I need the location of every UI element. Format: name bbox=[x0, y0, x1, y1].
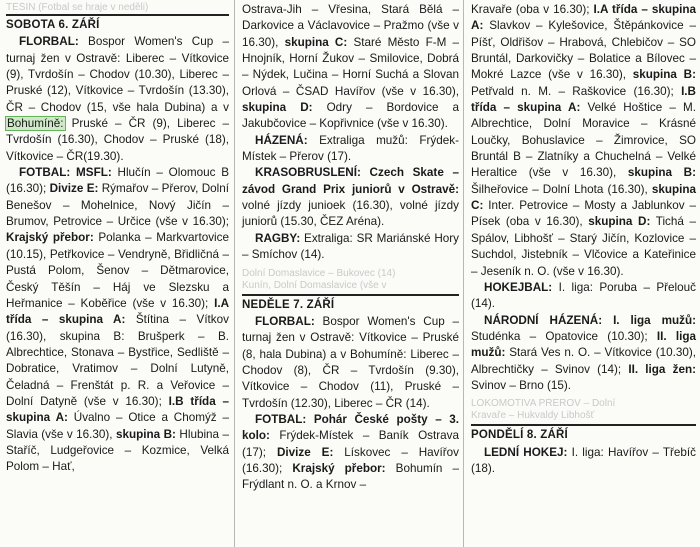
sport-label-florbal-sunday: FLORBAL: bbox=[255, 314, 315, 328]
nh-text-1: Studénka – Opatovice (10.30); bbox=[471, 329, 648, 343]
krasobrusleni-text: volné jízdy junioek (16.30), volné jízdy juniorů (15.30, ČEZ Aréna). bbox=[242, 199, 459, 229]
group-label-c-sunday: skupina C: bbox=[471, 182, 697, 213]
group-d-text: Odry – Bordovice a Jakubčovice – Kopřivnice (vše v 16.30). bbox=[242, 101, 460, 131]
league-label-divize-sunday: Divize E: bbox=[276, 445, 334, 459]
sport-label-florbal: FLORBAL: bbox=[19, 35, 79, 49]
bleed-through-text: TĚŠÍN (Fotbal se hraje v neděli) bbox=[6, 2, 149, 13]
bleed-through-text-3: LOKOMOTIVA PŘEROV – Dolní bbox=[471, 398, 616, 410]
ib-sunday-text: Velké Hoštice – M. Albrechtice, Dolní Moravice – Krásné Loučky, Bohuslavice – Žimrovice, SO Bruntál B – Zlatníky a Chuchelná – Velké Heraltice (vše v 16.30), bbox=[471, 101, 696, 180]
ledni-hokej-paragraph bbox=[471, 445, 696, 478]
group-label-b-sunday: skupina B: bbox=[632, 68, 696, 82]
fotbal-paragraph bbox=[6, 165, 229, 476]
cup-text: Frýdek-Místek – Baník Ostrava (17); bbox=[242, 429, 459, 459]
sport-label-hazena: HÁZENÁ: bbox=[255, 133, 308, 147]
hokejbal-text: I. liga: Poruba – Přelouč (14). bbox=[471, 280, 696, 311]
florbal-text: Bospor Women's Cup – turnaj žen v Ostravě: Liberec – Vítkovice (9), Tvrdošín – Chodov (10.30), Liberec – Pruské (12), Vítkovice – Tvrdošín (13.30), ČR – Chodov (15, vše hala Dubina) a v bbox=[6, 35, 229, 114]
florbal-sunday-text: Bospor Women's Cup – turnaj žen v Ostravě: Vítkovice – Pruské (8, hala Dubina) a v Bohumíně: Liberec – Chodov (8), ČR – Tvrdošín (9.30), Vítkovice – Chodov (11), Pruské – Tvrdošín (12.30), Liberec – ČR (14). bbox=[242, 314, 459, 410]
column-1 bbox=[0, 0, 232, 547]
florbal-sunday-paragraph bbox=[242, 314, 459, 412]
nh-league-3: II. liga žen: bbox=[628, 362, 696, 376]
krajsky-sunday-text: Bohumín – Frýdlant n. O. a Krnov – bbox=[242, 461, 460, 492]
narodni-hazena-paragraph bbox=[471, 313, 696, 395]
sport-label-ledni-hokej: LEDNÍ HOKEJ: bbox=[484, 445, 568, 459]
day-heading-saturday: SOBOTA 6. ZÁŘÍ bbox=[6, 14, 229, 33]
group-c-sunday-text: Inter. Petrovice – Mosty a Jablunkov – Písek (oba v 16.30), bbox=[471, 199, 696, 229]
league-label-ia: I.A třída – skupina A: bbox=[6, 296, 230, 327]
divize-sunday-text: Lískovec – Havířov (16.30); bbox=[242, 445, 460, 475]
league-label-ib: I.B třída – skupina A: bbox=[6, 394, 229, 425]
fotbal-text: Hlučín – Olomouc B (16.30); bbox=[6, 166, 229, 196]
continued-text: Ostrava-Jih – Vřesina, Stará Bělá – Darkovice a Václavovice – Pražmo (vše v 16.30), bbox=[242, 3, 459, 49]
continued-paragraph bbox=[242, 2, 459, 133]
continued-paragraph-3 bbox=[471, 2, 696, 280]
group-b-sunday-text: Petřvald n. M. – Raškovice (16.30); bbox=[471, 84, 674, 98]
column-divider-1 bbox=[234, 0, 235, 547]
group-label-b: skupina B: bbox=[115, 427, 176, 441]
column-3 bbox=[467, 0, 700, 547]
nh-text-2: Stará Ves n. O. – Vítkovice (10.30), Albrechtičky – Svinov (14); bbox=[471, 346, 696, 376]
bleed-through-text-4: Kravaře – Hukvaldy Libhošť bbox=[471, 410, 595, 422]
sport-label-ragby: RAGBY: bbox=[255, 231, 301, 245]
column-2 bbox=[238, 0, 462, 547]
hazena-text: Extraliga mužů: Frýdek-Místek – Přerov (17). bbox=[242, 133, 459, 164]
league-label-ia-sunday: I.A třída – skupina A: bbox=[471, 3, 697, 33]
league-label-krajsky-sunday: Krajský přebor: bbox=[292, 461, 386, 475]
krajsky-text: Polanka – Markvartovice (10.15), Petřkovice – Vendryně, Břidličná – Pustá Polom, Šenov – Dětmarovice, Český Těšín – Háj ve Slezsku a Heřmanice – Koběřice (vše v 16.30); bbox=[6, 231, 229, 310]
bleed-through-text-1: Dolní Domaslavice – Bukovec (14) bbox=[242, 267, 396, 279]
sport-label-hokejbal: HOKEJBAL: bbox=[484, 280, 553, 294]
divize-text: Rýmařov – Přerov, Dolní Benešov – Mohelnice, Nový Jičín – Brumov, Petrovice – Určice (vše v 16.30); bbox=[6, 182, 230, 229]
sport-label-narodni-hazena: NÁRODNÍ HÁZENÁ: bbox=[484, 313, 603, 327]
nh-league-1: I. liga mužů: bbox=[613, 313, 697, 327]
league-label-divize: Divize E: bbox=[49, 182, 99, 196]
league-label-ib-sunday: I.B třída – skupina A: bbox=[471, 84, 696, 115]
ib-text: Úvalno – Otice a Chomýž – Slavia (vše v 16.30), bbox=[6, 411, 229, 441]
bleed-through-text-2: Kunín, Dolní Domaslavice (vše v bbox=[242, 279, 387, 291]
ragby-paragraph bbox=[242, 231, 459, 264]
group-b2-sunday-text: Šilheřovice – Dolní Lhota (16.30), bbox=[471, 182, 648, 196]
ragby-text: Extraliga: SR Mariánské Hory – Smíchov (14). bbox=[242, 231, 459, 262]
sport-label-fotbal-sunday: FOTBAL: bbox=[255, 412, 307, 426]
florbal-text-2: Pruské – ČR (9), Liberec – Tvrdošín (16.30), Chodov – Pruské (18), Vítkovice – ČR(19.30). bbox=[6, 117, 229, 163]
ledni-hokej-text: I. liga: Havířov – Třebíč (18). bbox=[471, 445, 696, 475]
group-label-c: skupina C: bbox=[284, 35, 348, 49]
continued-text-3: Kravaře (oba v 16.30); bbox=[471, 3, 590, 16]
day-heading-monday: PONDĚLÍ 8. ZÁŘÍ bbox=[471, 424, 696, 443]
hokejbal-paragraph bbox=[471, 280, 696, 313]
sport-label-krasobrusleni: KRASOBRUSLENÍ: bbox=[255, 166, 361, 180]
nh-league-2: II. liga mužů: bbox=[471, 329, 697, 360]
ia-text: Štítina – Vítkov (16.30), skupina B: Brušperk – B. Albrechtice, Stonava – Bystřice, Sedliště – Dobratice, Vratimov – Dolní Lutyně, Čeladná – Frenštát p. R. a Veřovice – Dolní Datyně (vše v 16.30); bbox=[6, 313, 229, 408]
column-divider-2 bbox=[463, 0, 464, 547]
highlighted-word: Bohumíně: bbox=[7, 117, 64, 131]
hazena-paragraph bbox=[242, 133, 459, 166]
fotbal-sunday-paragraph bbox=[242, 412, 459, 494]
group-b-text: Hlubina – Staříč, Ludgeřovice – Kozmice, Velká Polom – Hať, bbox=[6, 427, 230, 474]
nh-text-3: Svinov – Brno (15). bbox=[471, 378, 572, 392]
group-label-d: skupina D: bbox=[242, 101, 313, 115]
krasobrusleni-paragraph bbox=[242, 165, 459, 230]
group-d-sunday-text: Tichá – Spálov, Libhošť – Starý Jičín, Kozlovice – Suchdol, Jistebník – Vlčovice a Kateřinice – Jeseník n. O. (vše v 16.30). bbox=[471, 215, 696, 278]
group-c-text: Staré Město F-M – Hnojník, Horní Žukov – Smilovice, Dobrá – Nýdek, Lučina – Horní Suchá a Slovan Orlová – ČSAD Havířov (vše v 16.30), bbox=[242, 35, 460, 98]
krasobrusleni-event: Czech Skate – závod Grand Prix juniorů v Ostravě: bbox=[242, 166, 460, 196]
ia-sunday-text: Slavkov – Kylešovice, Štěpánkovice – Píšť, Oldřišov – Hrabová, Chlebičov – SO Bruntál, Darkovičky – Bolatice a Bílovec – Mokré Lazce (vše v 16.30), bbox=[471, 19, 696, 82]
day-heading-sunday: NEDĚLE 7. ZÁŘÍ bbox=[242, 294, 459, 313]
group-label-b2-sunday: skupina B: bbox=[627, 166, 697, 180]
group-label-d-sunday: skupina D: bbox=[588, 215, 651, 229]
florbal-paragraph bbox=[6, 34, 229, 165]
sport-label-fotbal: FOTBAL: MSFL: bbox=[19, 166, 112, 180]
league-label-krajsky: Krajský přebor: bbox=[6, 231, 94, 245]
cup-round-label: Pohár České pošty – 3. kolo: bbox=[242, 412, 459, 443]
